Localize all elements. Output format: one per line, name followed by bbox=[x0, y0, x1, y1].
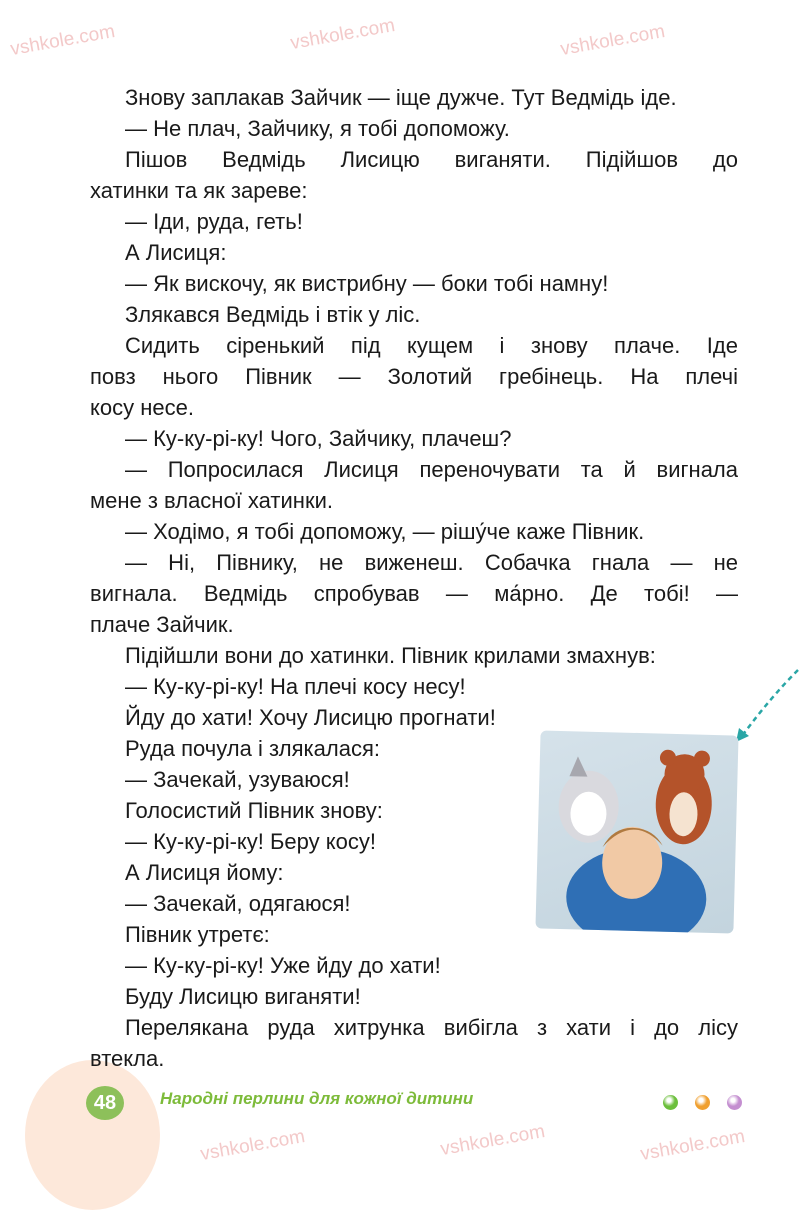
story-line: Підійшли вони до хатинки. Півник крилами змахнув: bbox=[125, 643, 656, 668]
watermark-text: vshkole.com bbox=[8, 20, 117, 61]
story-line: косу несе. bbox=[90, 395, 194, 420]
series-title: Народні перлини для кожної дитини bbox=[160, 1089, 474, 1108]
story-line: Перелякана руда хитрунка вибігла з хати і до лісу bbox=[125, 1015, 738, 1040]
page-corner-decoration bbox=[25, 1060, 160, 1210]
story-line: повз нього Півник — Золотий гребінець. На плечі bbox=[90, 364, 738, 389]
story-line: — Іди, руда, геть! bbox=[125, 209, 303, 234]
dashed-arrow-icon bbox=[730, 668, 800, 753]
story-text bbox=[90, 82, 738, 1074]
orange-dot-icon bbox=[695, 1095, 710, 1110]
story-line: — Ку-ку-рі-ку! На плечі косу несу! bbox=[125, 674, 466, 699]
story-line: — Ку-ку-рі-ку! Уже йду до хати! bbox=[125, 953, 441, 978]
story-line: Злякався Ведмідь і втік у ліс. bbox=[125, 302, 421, 327]
story-line: Пішов Ведмідь Лисицю виганяти. Підійшов до bbox=[125, 147, 738, 172]
story-line: Голосистий Півник знову: bbox=[125, 798, 383, 823]
watermark-text: vshkole.com bbox=[438, 1120, 547, 1161]
story-line: Буду Лисицю виганяти! bbox=[125, 984, 361, 1009]
story-line: втекла. bbox=[90, 1046, 165, 1071]
story-line: Знову заплакав Зайчик — іще дужче. Тут Ведмідь іде. bbox=[125, 85, 677, 110]
story-line: Сидить сіренький під кущем і знову плаче. Іде bbox=[125, 333, 738, 358]
story-line: мене з власної хатинки. bbox=[90, 488, 333, 513]
story-line: Руда почула і злякалася: bbox=[125, 736, 380, 761]
story-line: Півник утретє: bbox=[125, 922, 270, 947]
watermark-text: vshkole.com bbox=[638, 1125, 747, 1166]
story-line: вигнала. Ведмідь спробував — ма́рно. Де тобі! — bbox=[90, 581, 738, 606]
watermark-text: vshkole.com bbox=[288, 14, 397, 55]
story-line: плаче Зайчик. bbox=[90, 612, 234, 637]
green-dot-icon bbox=[663, 1095, 678, 1110]
story-line: — Зачекай, одягаюся! bbox=[125, 891, 351, 916]
story-line: — Попросилася Лисиця переночувати та й вигнала bbox=[125, 457, 738, 482]
watermark-text: vshkole.com bbox=[198, 1125, 307, 1166]
story-line: — Ку-ку-рі-ку! Беру косу! bbox=[125, 829, 376, 854]
story-line: — Як вискочу, як вистрибну — боки тобі намну! bbox=[125, 271, 609, 296]
story-line: — Зачекай, узуваюся! bbox=[125, 767, 350, 792]
purple-dot-icon bbox=[727, 1095, 742, 1110]
story-line: — Ходімо, я тобі допоможу, — рішу́че каже Півник. bbox=[125, 519, 645, 544]
story-line: — Ку-ку-рі-ку! Чого, Зайчику, плачеш? bbox=[125, 426, 512, 451]
story-line: Йду до хати! Хочу Лисицю прогнати! bbox=[125, 705, 496, 730]
page-number: 48 bbox=[86, 1086, 124, 1120]
story-line: А Лисиця йому: bbox=[125, 860, 284, 885]
story-line: А Лисиця: bbox=[125, 240, 227, 265]
story-line: — Ні, Півнику, не виженеш. Собачка гнала — не bbox=[125, 550, 738, 575]
watermark-text: vshkole.com bbox=[558, 20, 667, 61]
story-line: хатинки та як зареве: bbox=[90, 178, 308, 203]
story-line: — Не плач, Зайчику, я тобі допоможу. bbox=[125, 116, 510, 141]
